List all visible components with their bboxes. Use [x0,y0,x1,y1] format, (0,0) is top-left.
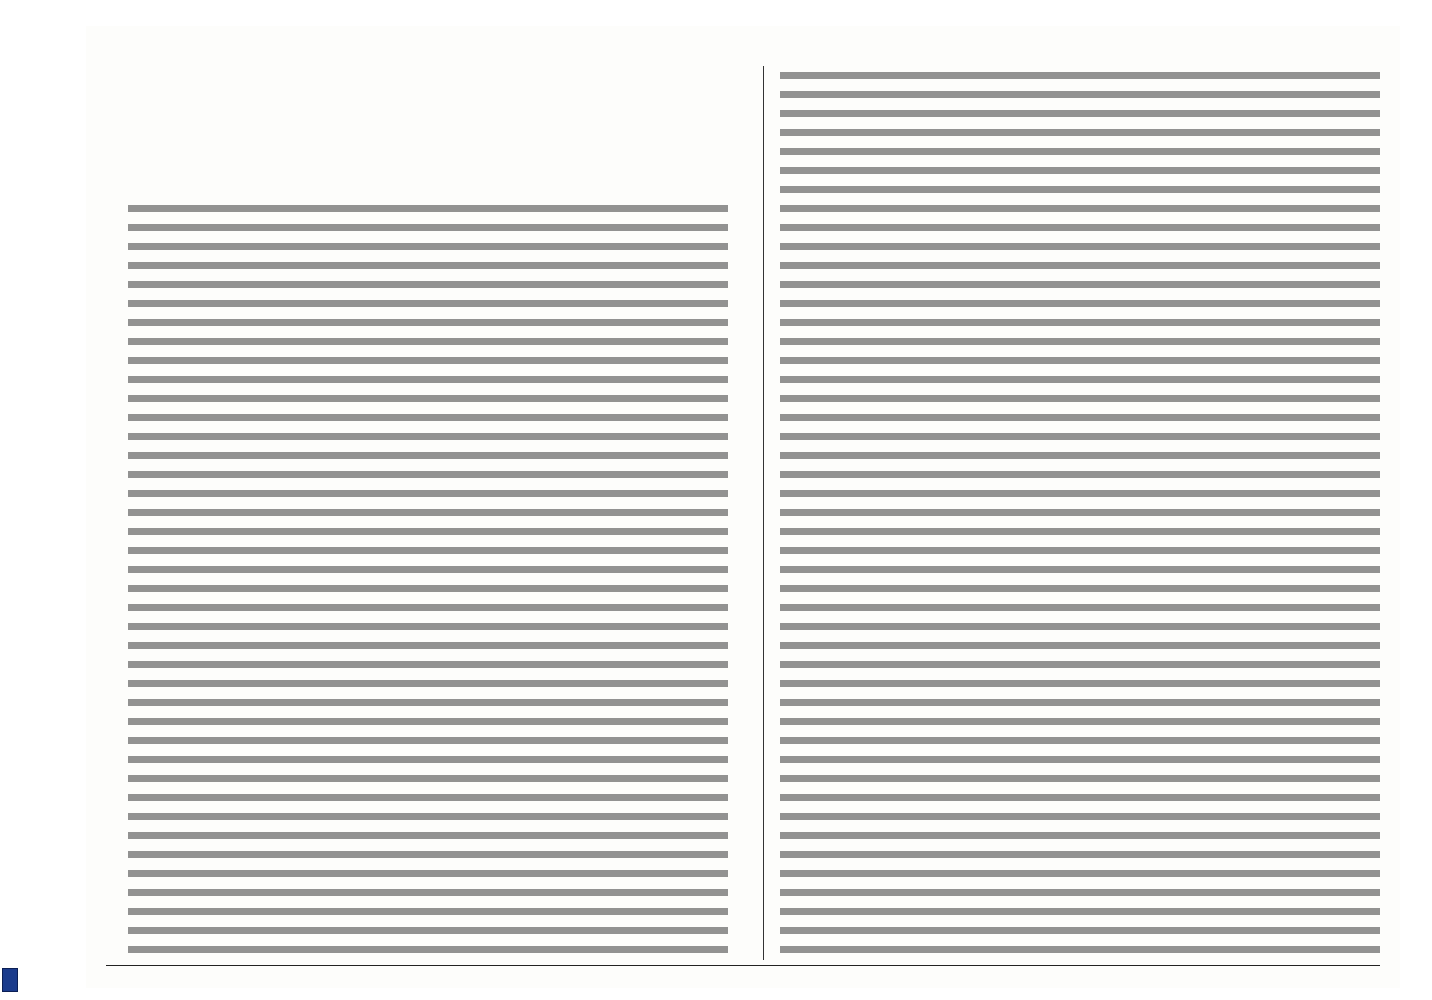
column-body-left [780,62,1380,958]
text-column-right [128,62,728,958]
scanned-page [86,26,1400,988]
page-header [122,968,1364,988]
digitization-credit [2,964,18,992]
rotated-page [86,26,1400,988]
text-column-left [780,62,1380,958]
header-rule [106,965,1380,966]
column-divider [763,66,764,960]
dfg-logo-icon [2,968,18,992]
column-body-right [128,196,728,958]
digitization-footer [0,0,24,1000]
